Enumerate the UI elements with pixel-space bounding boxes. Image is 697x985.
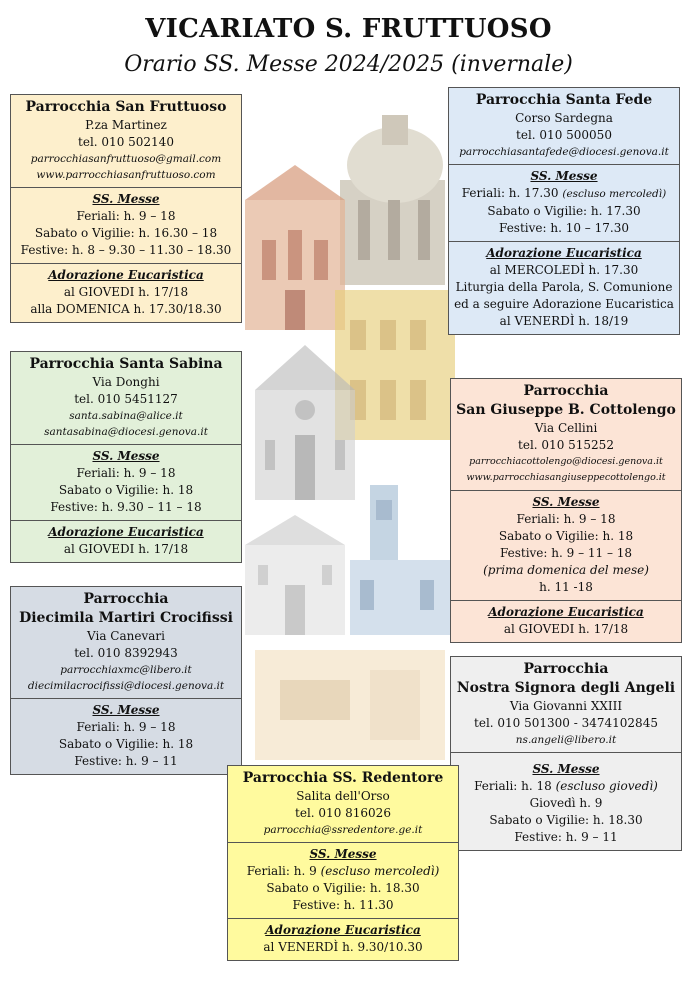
masses-section [228, 842, 458, 918]
phone: tel. 010 8392943 [74, 646, 178, 660]
masses-section [11, 698, 241, 774]
masses-section [451, 752, 681, 850]
parish-name: Parrocchia [83, 591, 169, 607]
address: Salita dell'Orso [296, 789, 390, 803]
parish-name: Parrocchia [523, 661, 609, 677]
festive: Festive: h. 11.30 [292, 898, 394, 912]
email-link[interactable]: santa.sabina@alice.it [69, 410, 183, 422]
address: Via Canevari [87, 629, 165, 643]
festive: Festive: h. 9 – 11 [74, 754, 178, 768]
masses-heading: SS. Messe [92, 192, 160, 206]
adoration-section [11, 263, 241, 322]
parish-name: Parrocchia San Fruttuoso [25, 99, 227, 115]
parish-name: Parrocchia Santa Fede [475, 92, 653, 108]
parish-name: San Giuseppe B. Cottolengo [456, 402, 676, 418]
feriali: Feriali: h. 17.30 [461, 186, 559, 200]
feriali: Feriali: h. 9 – 18 [76, 466, 176, 480]
parish-name: Parrocchia SS. Redentore [242, 770, 444, 786]
adoration-heading: Adorazione Eucaristica [48, 268, 204, 282]
info-section [228, 766, 458, 842]
masses-heading: SS. Messe [530, 169, 598, 183]
parish-name: Parrocchia [523, 383, 609, 399]
adoration-line: al MERCOLEDÌ h. 17.30 [489, 263, 639, 277]
email-link[interactable]: ns.angeli@libero.it [515, 734, 617, 746]
festive: Festive: h. 9.30 – 11 – 18 [50, 500, 202, 514]
masses-section [11, 187, 241, 263]
card-nostra-signora-angeli [450, 656, 682, 851]
adoration-heading: Adorazione Eucaristica [265, 923, 421, 937]
email-link[interactable]: santasabina@diocesi.genova.it [44, 426, 208, 438]
address: Corso Sardegna [515, 111, 613, 125]
adoration-line: al VENERDÌ h. 18/19 [499, 314, 629, 328]
sabato: Sabato o Vigilie: h. 17.30 [487, 204, 641, 218]
info-section [11, 587, 241, 698]
address: Via Cellini [534, 421, 598, 435]
page-subtitle: Orario SS. Messe 2024/2025 (invernale) [124, 52, 573, 77]
parish-name: Parrocchia Santa Sabina [29, 356, 223, 372]
adoration-section [228, 918, 458, 960]
sabato: Sabato o Vigilie: h. 18.30 [489, 813, 643, 827]
email-link[interactable]: parrocchiasanfruttuoso@gmail.com [30, 153, 222, 165]
adoration-line: al GIOVEDI h. 17/18 [63, 542, 189, 556]
feriali: Feriali: h. 9 – 18 [76, 720, 176, 734]
card-san-fruttuoso [10, 94, 242, 323]
feriali: Feriali: h. 9 [246, 864, 317, 878]
phone: tel. 010 501300 - 3474102845 [474, 716, 658, 730]
adoration-heading: Adorazione Eucaristica [486, 246, 642, 260]
email-link[interactable]: parrocchiacottolengo@diocesi.genova.it [469, 456, 663, 467]
feriali-note: (escluso mercoledì) [562, 188, 667, 200]
sabato: Sabato o Vigilie: h. 18.30 [266, 881, 420, 895]
phone: tel. 010 5451127 [74, 392, 178, 406]
adoration-line: Liturgia della Parola, S. Comunione [455, 280, 673, 294]
adoration-line: al GIOVEDI h. 17/18 [503, 622, 629, 636]
address: Via Donghi [92, 375, 160, 389]
phone: tel. 010 515252 [518, 438, 614, 452]
masses-heading: SS. Messe [532, 495, 600, 509]
address: P.za Martinez [85, 118, 167, 132]
churches-collage-illustration [240, 90, 455, 770]
sabato: Sabato o Vigilie: h. 16.30 – 18 [34, 226, 218, 240]
phone: tel. 010 500050 [516, 128, 612, 142]
festive-note: (prima domenica del mese) [483, 563, 649, 577]
feriali-row [451, 185, 677, 203]
card-san-giuseppe-cottolengo [450, 378, 682, 643]
parish-name: Diecimila Martiri Crocifissi [19, 610, 233, 626]
sabato: Sabato o Vigilie: h. 18 [58, 737, 194, 751]
adoration-heading: Adorazione Eucaristica [48, 525, 204, 539]
masses-heading: SS. Messe [309, 847, 377, 861]
adoration-line: al VENERDÌ h. 9.30/10.30 [263, 940, 423, 954]
info-section [449, 88, 679, 164]
phone: tel. 010 816026 [295, 806, 391, 820]
card-santa-fede [448, 87, 680, 335]
card-santa-sabina [10, 351, 242, 563]
adoration-section [451, 600, 681, 642]
adoration-line: al GIOVEDI h. 17/18 [63, 285, 189, 299]
feriali-row [453, 778, 679, 795]
card-diecimila-martiri [10, 586, 242, 775]
adoration-line: alla DOMENICA h. 17.30/18.30 [30, 302, 222, 316]
masses-section [451, 490, 681, 600]
festive-extra: h. 11 -18 [539, 580, 593, 594]
email-link[interactable]: parrocchiaxmc@libero.it [60, 664, 192, 676]
adoration-section [11, 520, 241, 562]
masses-heading: SS. Messe [92, 703, 160, 717]
giovedi: Giovedì h. 9 [529, 796, 603, 810]
info-section [451, 657, 681, 752]
website-link[interactable]: www.parrocchiasangiuseppecottolengo.it [466, 472, 666, 483]
masses-section [449, 164, 679, 241]
feriali: Feriali: h. 9 – 18 [76, 209, 176, 223]
phone: tel. 010 502140 [78, 135, 174, 149]
feriali-note: (escluso mercoledì) [320, 864, 440, 878]
parish-name: Nostra Signora degli Angeli [456, 680, 676, 696]
festive: Festive: h. 8 – 9.30 – 11.30 – 18.30 [20, 243, 232, 257]
festive: Festive: h. 10 – 17.30 [499, 221, 629, 235]
adoration-line: ed a seguire Adorazione Eucaristica [454, 297, 674, 311]
address: Via Giovanni XXIII [509, 699, 623, 713]
info-section [11, 95, 241, 187]
feriali-note: (escluso giovedì) [555, 779, 658, 793]
festive: Festive: h. 9 – 11 – 18 [499, 546, 633, 560]
adoration-section [449, 241, 679, 334]
info-section [11, 352, 241, 444]
masses-heading: SS. Messe [532, 762, 600, 776]
feriali: Feriali: h. 9 – 18 [516, 512, 616, 526]
email-link[interactable]: parrocchiasantafede@diocesi.genova.it [459, 146, 669, 158]
sabato: Sabato o Vigilie: h. 18 [58, 483, 194, 497]
masses-heading: SS. Messe [92, 449, 160, 463]
feriali-row [230, 863, 456, 880]
card-ss-redentore [227, 765, 459, 961]
masses-section [11, 444, 241, 520]
adoration-heading: Adorazione Eucaristica [488, 605, 644, 619]
info-section [451, 379, 681, 490]
festive: Festive: h. 9 – 11 [514, 830, 618, 844]
email-link[interactable]: diecimilacrocifissi@diocesi.genova.it [27, 680, 225, 692]
website-link[interactable]: www.parrocchiasanfruttuoso.com [36, 169, 216, 181]
email-link[interactable]: parrocchia@ssredentore.ge.it [263, 824, 423, 836]
sabato: Sabato o Vigilie: h. 18 [498, 529, 634, 543]
page-title: VICARIATO S. FRUTTUOSO [145, 14, 552, 44]
feriali: Feriali: h. 18 [474, 779, 552, 793]
